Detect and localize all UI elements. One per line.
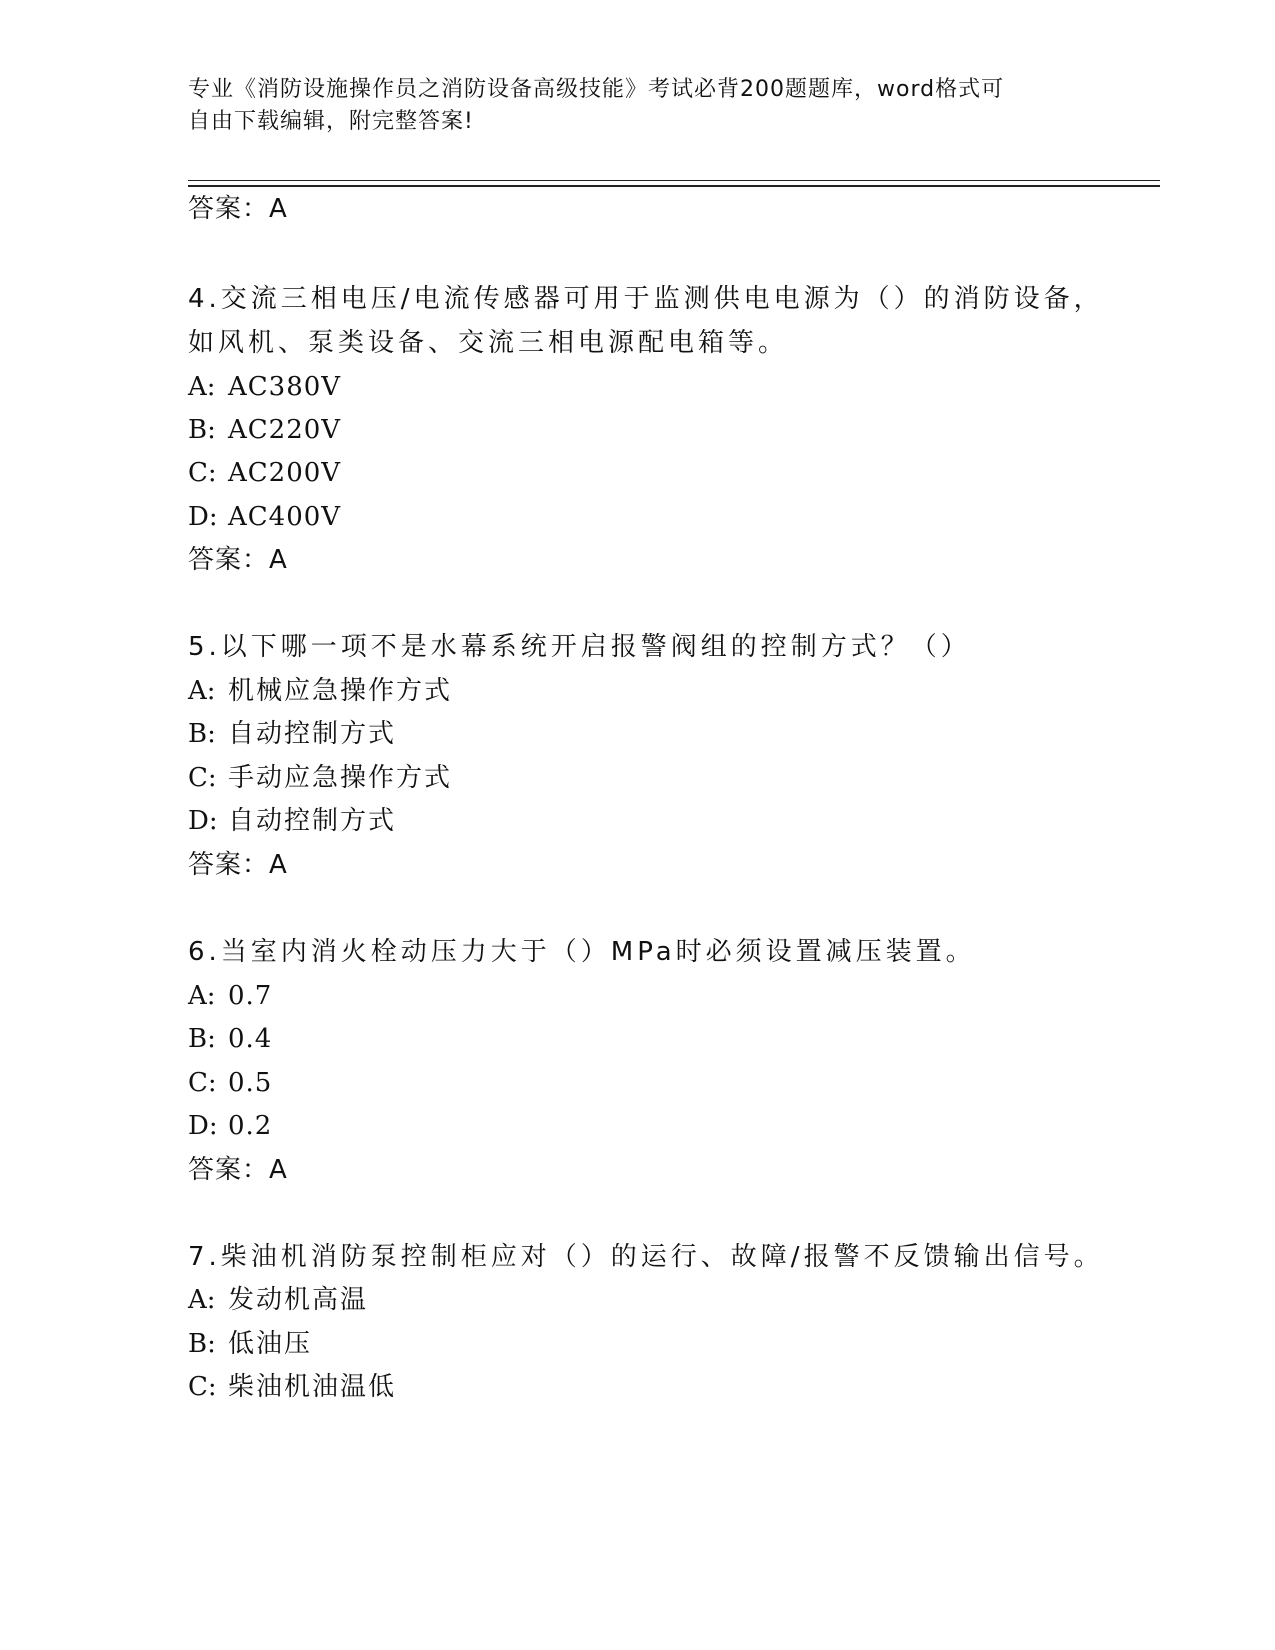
option-label: B: bbox=[188, 415, 216, 445]
question-7-option-b bbox=[188, 1327, 312, 1361]
option-label: D: bbox=[188, 502, 218, 532]
header-line-1: 专业《消防设施操作员之消防设备高级技能》考试必背200题题库，word格式可 bbox=[188, 77, 1005, 102]
option-label: C: bbox=[188, 1372, 217, 1402]
option-text: 发动机高温 bbox=[228, 1285, 369, 1315]
option-label: A: bbox=[188, 981, 216, 1011]
question-7-option-c bbox=[188, 1370, 396, 1404]
option-text: 0.5 bbox=[228, 1068, 273, 1098]
question-4-option-a bbox=[188, 370, 341, 404]
question-5-answer: 答案：A bbox=[188, 850, 288, 880]
option-label: A: bbox=[188, 676, 216, 706]
option-text: 0.4 bbox=[228, 1024, 273, 1054]
question-7-option-a bbox=[188, 1283, 368, 1317]
question-6-text: 6.当室内消火栓动压力大于（）MPa时必须设置减压装置。 bbox=[188, 937, 976, 967]
option-text: 手动应急操作方式 bbox=[228, 763, 453, 793]
question-4-option-b bbox=[188, 413, 341, 447]
question-6-answer: 答案：A bbox=[188, 1155, 288, 1185]
option-label: D: bbox=[188, 806, 218, 836]
option-label: C: bbox=[188, 1068, 217, 1098]
option-label: A: bbox=[188, 1285, 216, 1315]
option-text: AC380V bbox=[228, 372, 342, 402]
question-7-text: 7.柴油机消防泵控制柜应对（）的运行、故障/报警不反馈输出信号。 bbox=[188, 1242, 1104, 1272]
question-6-option-d bbox=[188, 1109, 272, 1143]
option-text: AC220V bbox=[228, 415, 342, 445]
option-text: 机械应急操作方式 bbox=[228, 676, 453, 706]
option-label: B: bbox=[188, 1329, 216, 1359]
question-5-option-d bbox=[188, 804, 396, 838]
option-text: AC200V bbox=[228, 458, 342, 488]
question-5-option-a bbox=[188, 674, 452, 708]
question-6-option-a bbox=[188, 979, 272, 1013]
option-label: C: bbox=[188, 763, 217, 793]
option-label: A: bbox=[188, 372, 216, 402]
option-text: 自动控制方式 bbox=[228, 806, 397, 836]
question-4-option-d bbox=[188, 500, 341, 534]
question-6-option-c bbox=[188, 1066, 272, 1100]
question-4-text-line-1: 4.交流三相电压/电流传感器可用于监测供电电源为（）的消防设备， bbox=[188, 284, 1104, 314]
answer-line: 答案：A bbox=[188, 194, 288, 224]
option-text: 柴油机油温低 bbox=[228, 1372, 397, 1402]
header-divider-thin bbox=[188, 180, 1160, 181]
option-text: 低油压 bbox=[228, 1329, 313, 1359]
document-header bbox=[188, 74, 1088, 138]
question-4-answer: 答案：A bbox=[188, 545, 288, 575]
question-5-option-b bbox=[188, 717, 396, 751]
option-text: 0.2 bbox=[228, 1111, 273, 1141]
question-4-option-c bbox=[188, 456, 341, 490]
option-text: 自动控制方式 bbox=[228, 719, 397, 749]
option-label: C: bbox=[188, 458, 217, 488]
question-5-text: 5.以下哪一项不是水幕系统开启报警阀组的控制方式？（） bbox=[188, 632, 971, 662]
option-text: 0.7 bbox=[228, 981, 273, 1011]
question-6-option-b bbox=[188, 1022, 272, 1056]
option-label: D: bbox=[188, 1111, 218, 1141]
option-label: B: bbox=[188, 1024, 216, 1054]
option-text: AC400V bbox=[228, 502, 342, 532]
header-line-2: 自由下载编辑，附完整答案! bbox=[188, 109, 474, 134]
header-divider-thick bbox=[188, 185, 1160, 187]
option-label: B: bbox=[188, 719, 216, 749]
question-5-option-c bbox=[188, 761, 452, 795]
question-4-text-line-2: 如风机、泵类设备、交流三相电源配电箱等。 bbox=[188, 328, 789, 358]
